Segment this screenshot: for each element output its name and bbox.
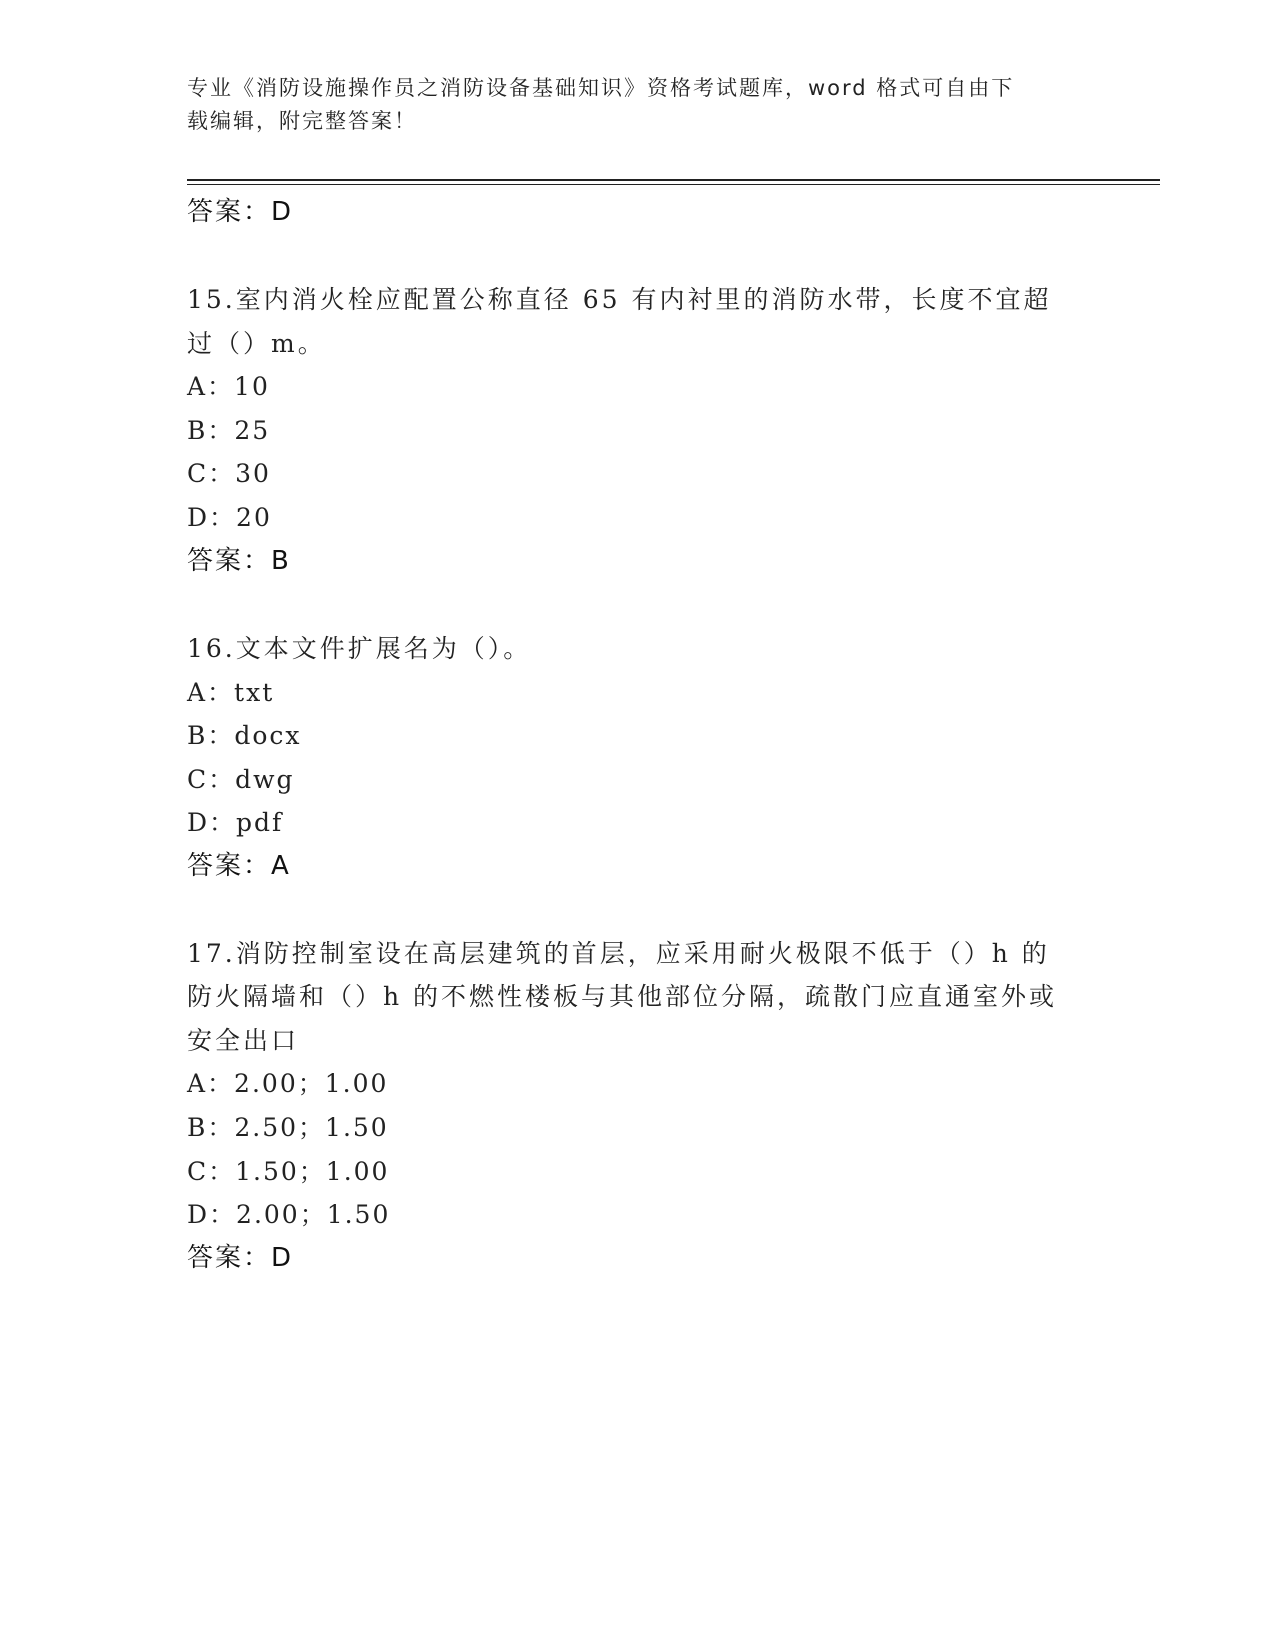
question-15-answer: 答案：B [187,546,291,576]
header-rule-thick [187,179,1160,181]
question-16-stem-line-1: 16.文本文件扩展名为（）。 [187,634,532,663]
document-header [187,72,1067,138]
question-15-option-d: D：20 [187,503,272,532]
header-line-2: 载编辑，附完整答案！ [187,109,417,133]
header-rule-thin [187,184,1160,185]
question-17-option-b: B：2.50；1.50 [187,1113,389,1142]
question-16-answer: 答案：A [187,851,291,881]
question-17-stem-line-2: 防火隔墙和（）h 的不燃性楼板与其他部位分隔，疏散门应直通室外或 [187,982,1058,1011]
question-16-option-d: D：pdf [187,808,284,837]
question-16-option-b: B：docx [187,721,302,750]
header-line-1: 专业《消防设施操作员之消防设备基础知识》资格考试题库，word 格式可自由下 [187,76,1015,100]
question-17-stem-line-3: 安全出口 [187,1026,300,1055]
question-15-option-b: B：25 [187,416,271,445]
question-17-option-d: D：2.00；1.50 [187,1200,391,1229]
question-16-option-a: A：txt [187,678,275,707]
question-15-option-a: A：10 [187,372,270,401]
question-15-stem-line-2: 过（）m。 [187,329,326,358]
question-16-option-c: C：dwg [187,765,295,794]
question-17-option-c: C：1.50；1.00 [187,1157,390,1186]
question-15-stem-line-1: 15.室内消火栓应配置公称直径 65 有内衬里的消防水带，长度不宜超 [187,285,1052,314]
question-17-option-a: A：2.00；1.00 [187,1069,389,1098]
previous-answer: 答案：D [187,197,294,227]
question-17-answer: 答案：D [187,1243,294,1273]
question-17-stem-line-1: 17.消防控制室设在高层建筑的首层，应采用耐火极限不低于（）h 的 [187,939,1050,968]
question-15-option-c: C：30 [187,459,271,488]
